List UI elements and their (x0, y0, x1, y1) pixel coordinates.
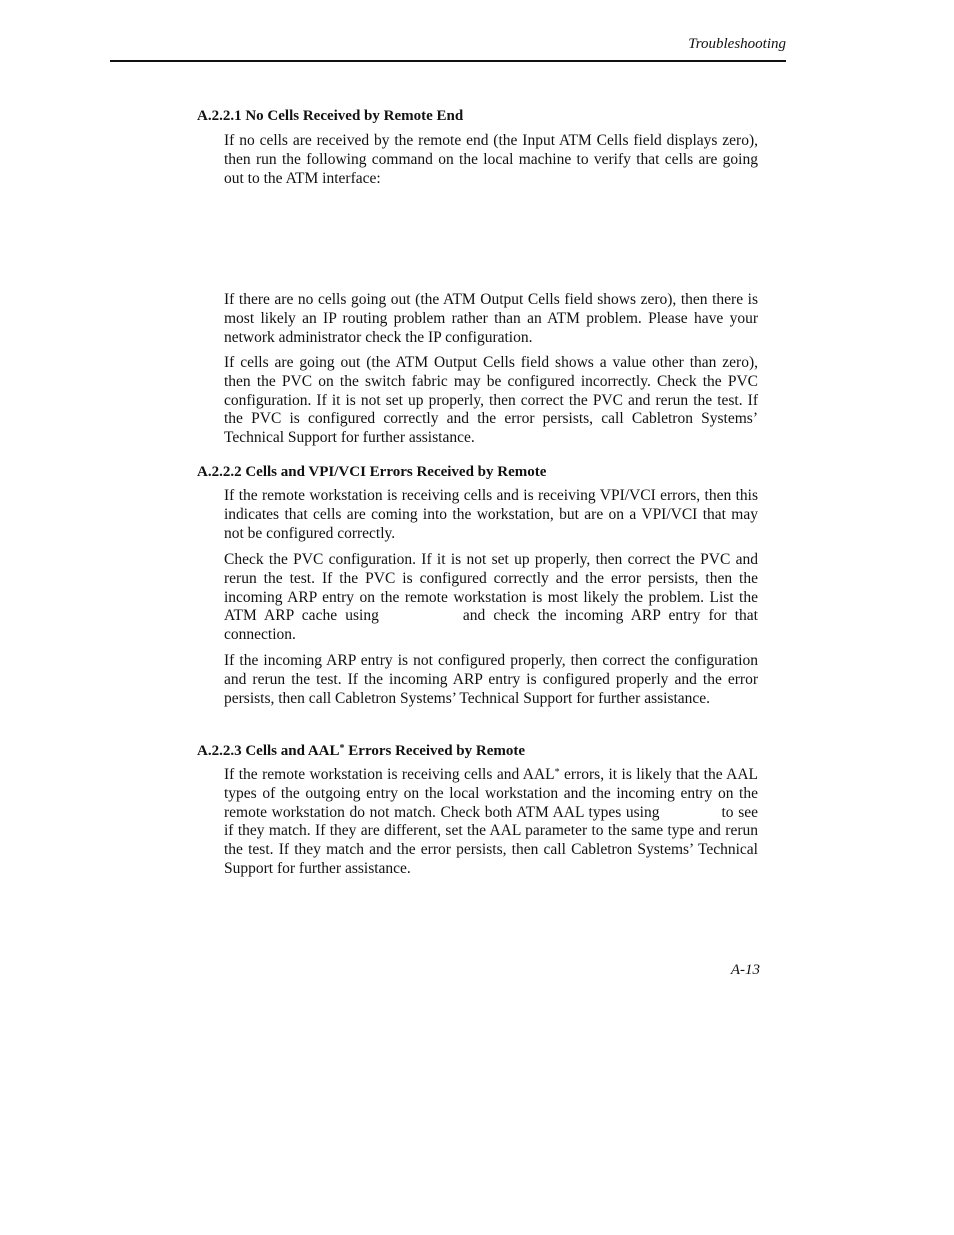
heading-text: A.2.2.3 Cells and AAL (197, 743, 340, 759)
section-heading-a221: A.2.2.1 No Cells Received by Remote End (197, 108, 464, 124)
page-number: A-13 (730, 962, 760, 978)
paragraph: If no cells are received by the remote end (the Input ATM Cells field displays zero), then run the following command on the local machine to verify that cells are going out to the ATM interface: (224, 132, 758, 187)
section-heading-a223 (197, 743, 525, 760)
paragraph: If cells are going out (the ATM Output Cells field shows a value other than zero), then the PVC on the switch fabric may be configured incorrectly. Check the PVC configuration. If it is not set up properly, then correct the PVC and rerun the test. If the PVC is configured correctly and the error persists, call Cabletron Systems’ Technical Support for further assistance. (224, 354, 758, 447)
paragraph: If the incoming ARP entry is not configured properly, then correct the configuration and rerun the test. If the incoming ARP entry is configured properly and the error persists, then call Cabletron Systems’ Technical Support for further assistance. (224, 652, 758, 707)
footnote-marker: * (554, 767, 560, 778)
header-rule (110, 60, 786, 62)
paragraph-text: If the remote workstation is receiving cells and AAL (224, 766, 555, 783)
paragraph-text: and check the incoming ARP entry for that connection. (224, 607, 758, 644)
running-head: Troubleshooting (688, 36, 786, 52)
paragraph: If there are no cells going out (the ATM Output Cells field shows zero), then there is most likely an IP routing problem rather than an ATM problem. Please have your network administrator check the IP configuration. (224, 291, 758, 346)
paragraph-text: to see if they match. If they are different, set the AAL parameter to the same type and rerun the test. If they match and the error persists, then call Cabletron Systems’ Technical Support for further assistance. (224, 803, 758, 877)
heading-text: Errors Received by Remote (344, 743, 526, 759)
section-heading-a222: A.2.2.2 Cells and VPI/VCI Errors Received by Remote (197, 464, 547, 480)
footnote-marker: * (339, 743, 345, 754)
paragraph (224, 551, 758, 645)
paragraph-text: Check the PVC configuration. If it is not set up properly, then correct the PVC and rerun the test. If the PVC is configured correctly and the error persists, then the incoming ARP entry on the remote workstation is most likely the problem. List the ATM ARP cache using (224, 551, 758, 625)
paragraph-text: errors, it is likely that the AAL types of the outgoing entry on the local workstation and the incoming entry on the remote workstation do not match. Check both ATM AAL types using (224, 766, 759, 821)
paragraph: If the remote workstation is receiving cells and is receiving VPI/VCI errors, then this indicates that cells are coming into the workstation, but are on a VPI/VCI that may not be configured correctly. (224, 487, 758, 542)
paragraph (224, 766, 758, 879)
